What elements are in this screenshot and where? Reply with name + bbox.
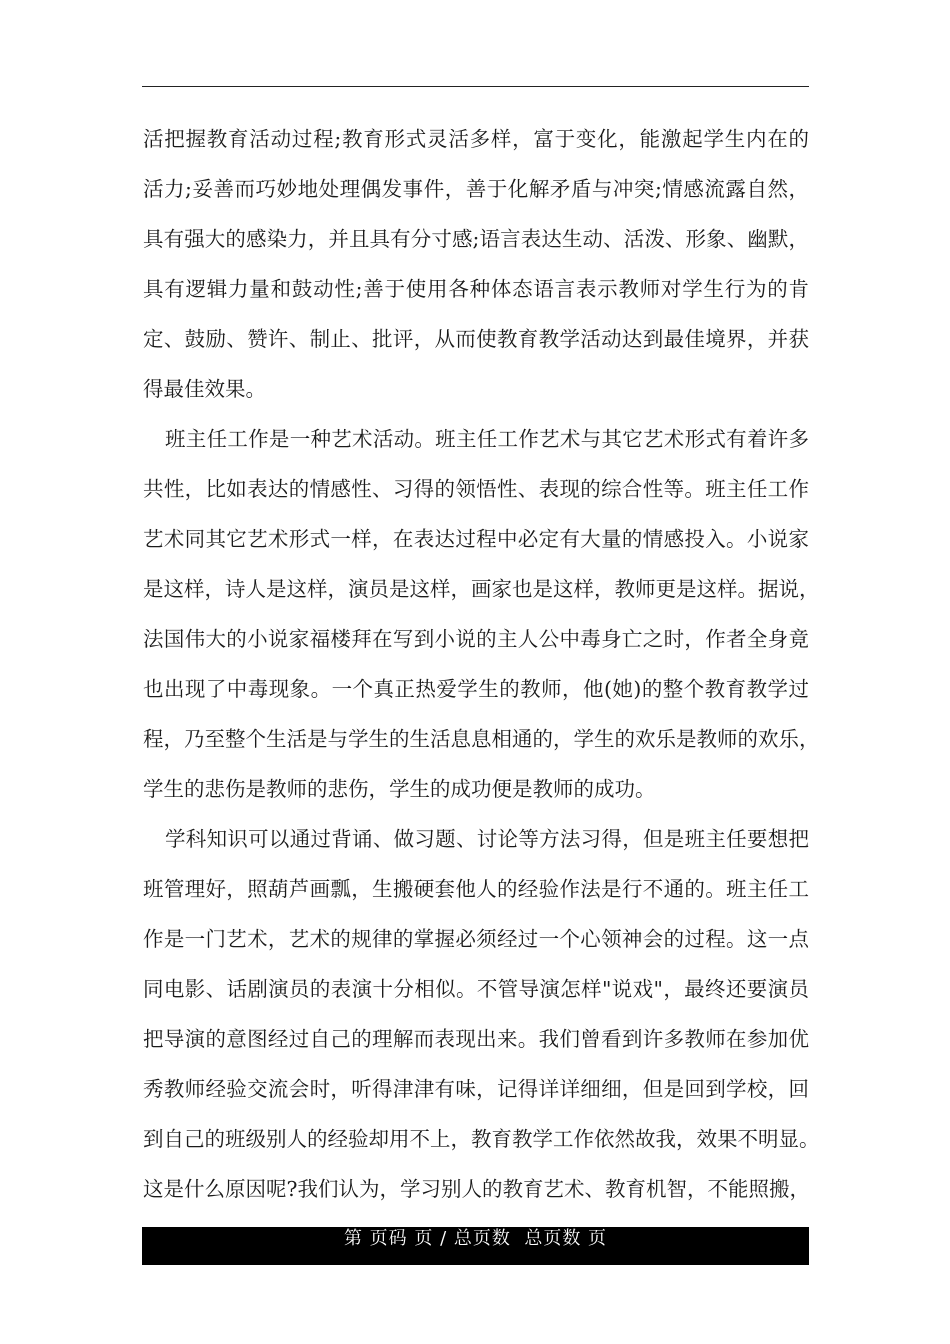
text-line <box>143 1114 820 1164</box>
text-line-content: 学生的悲伤是教师的悲伤，学生的成功便是教师的成功。 <box>143 777 656 801</box>
text-line-content: 法国伟大的小说家福楼拜在写到小说的主人公中毒身亡之时，作者全身竟 <box>143 627 809 651</box>
text-line <box>143 714 820 764</box>
text-line-content: 具有强大的感染力，并且具有分寸感;语言表达生动、活泼、形象、幽默， <box>143 227 809 251</box>
text-line <box>143 964 809 1014</box>
text-line <box>143 364 809 414</box>
text-line-content: 活力;妥善而巧妙地处理偶发事件，善于化解矛盾与冲突;情感流露自然， <box>143 177 809 201</box>
text-line <box>143 814 809 864</box>
text-line <box>143 1164 809 1214</box>
text-line <box>143 614 809 664</box>
page-footer <box>142 1227 809 1265</box>
text-line-content: 艺术同其它艺术形式一样，在表达过程中必定有大量的情感投入。小说家 <box>143 527 809 551</box>
text-line <box>143 864 809 914</box>
text-line-content: 程，乃至整个生活是与学生的生活息息相通的，学生的欢乐是教师的欢乐， <box>143 727 820 751</box>
text-line-content: 作是一门艺术，艺术的规律的掌握必须经过一个心领神会的过程。这一点 <box>143 927 809 951</box>
header-rule <box>142 86 809 87</box>
text-line-content: 活把握教育活动过程;教育形式灵活多样，富于变化，能激起学生内在的 <box>143 127 809 151</box>
text-line <box>143 1064 809 1114</box>
text-line <box>143 914 809 964</box>
text-line <box>143 114 809 164</box>
document-body <box>143 114 820 1214</box>
text-line-content: 班管理好，照葫芦画瓢，生搬硬套他人的经验作法是行不通的。班主任工 <box>143 877 809 901</box>
text-line <box>143 164 809 214</box>
text-line-content: 是这样，诗人是这样，演员是这样，画家也是这样，教师更是这样。据说， <box>143 577 820 601</box>
page-number-text: 第 页码 页 / 总页数 总页数 页 <box>343 1228 608 1249</box>
text-line-content: 这是什么原因呢?我们认为，学习别人的教育艺术、教育机智，不能照搬， <box>143 1177 810 1201</box>
text-line <box>143 564 820 614</box>
text-line <box>143 264 809 314</box>
text-line <box>143 464 809 514</box>
text-line-content: 同电影、话剧演员的表演十分相似。不管导演怎样"说戏"，最终还要演员 <box>143 977 809 1001</box>
text-line-content: 定、鼓励、赞许、制止、批评，从而使教育教学活动达到最佳境界，并获 <box>143 327 809 351</box>
text-line-content: 共性，比如表达的情感性、习得的领悟性、表现的综合性等。班主任工作 <box>143 477 809 501</box>
text-line <box>143 1014 809 1064</box>
text-line <box>143 664 809 714</box>
text-line-content: 具有逻辑力量和鼓动性;善于使用各种体态语言表示教师对学生行为的肯 <box>143 277 809 301</box>
text-line <box>143 764 809 814</box>
text-line <box>143 314 809 364</box>
text-line <box>143 214 809 264</box>
text-line-content: 得最佳效果。 <box>143 377 266 401</box>
text-line-content: 班主任工作是一种艺术活动。班主任工作艺术与其它艺术形式有着许多 <box>165 427 809 451</box>
text-line-content: 秀教师经验交流会时，听得津津有味，记得详详细细，但是回到学校，回 <box>143 1077 809 1101</box>
text-line-content: 到自己的班级别人的经验却用不上，教育教学工作依然故我，效果不明显。 <box>143 1127 820 1151</box>
text-line <box>143 514 809 564</box>
text-line-content: 学科知识可以通过背诵、做习题、讨论等方法习得，但是班主任要想把 <box>165 827 809 851</box>
text-line-content: 也出现了中毒现象。一个真正热爱学生的教师，他(她)的整个教育教学过 <box>143 677 809 701</box>
text-line-content: 把导演的意图经过自己的理解而表现出来。我们曾看到许多教师在参加优 <box>143 1027 809 1051</box>
text-line <box>143 414 809 464</box>
